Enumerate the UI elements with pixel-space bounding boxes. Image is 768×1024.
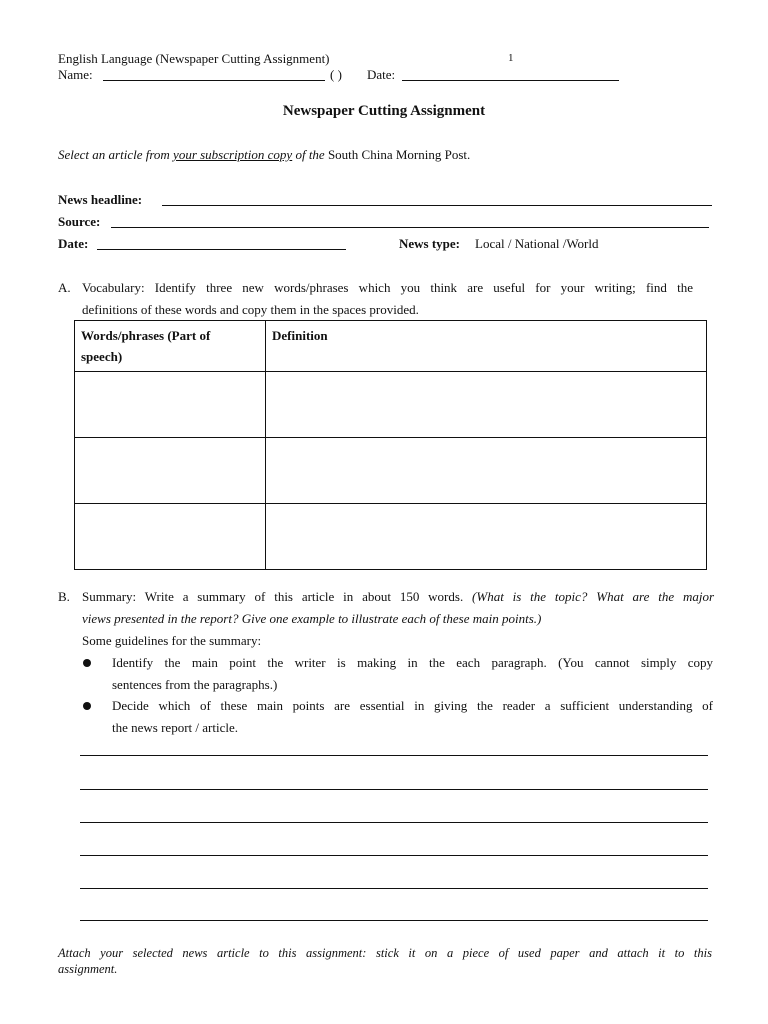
vocab-header-words-line2: speech) <box>81 349 123 364</box>
table-row <box>75 504 707 570</box>
date-line[interactable] <box>97 249 346 250</box>
section-b-line2: views presented in the report? Give one example to illustrate each of these main points.) <box>82 611 542 626</box>
instruction-newspaper: South China Morning Post. <box>327 147 471 162</box>
vocab-definition-cell[interactable] <box>266 438 707 504</box>
summary-line[interactable] <box>80 888 708 889</box>
bullet2-line1: Decide which of these main points are essential in giving the reader a sufficient understanding of <box>112 698 713 713</box>
instruction <box>58 147 470 163</box>
name-line[interactable] <box>103 80 325 81</box>
bullet-icon <box>83 659 91 667</box>
bullet2-line2: the news report / article. <box>112 720 238 735</box>
section-b-line1-italic: (What is the topic? What are the major <box>472 589 714 604</box>
page-number: 1 <box>508 52 514 64</box>
headline-line[interactable] <box>162 205 712 206</box>
instruction-part1: Select an article from <box>58 147 174 162</box>
page-title: Newspaper Cutting Assignment <box>282 103 486 119</box>
vocab-word-cell[interactable] <box>75 504 266 570</box>
news-type-label: News type: <box>399 236 461 251</box>
news-type-options[interactable]: Local / National /World <box>475 236 599 251</box>
summary-line[interactable] <box>80 855 708 856</box>
header-date-line[interactable] <box>402 80 619 81</box>
vocab-header-definition: Definition <box>266 321 707 372</box>
source-label: Source: <box>58 214 101 229</box>
vocab-definition-cell[interactable] <box>266 504 707 570</box>
vocab-header-words-line1: Words/phrases (Part of <box>81 328 211 343</box>
instruction-subscription: your subscription copy <box>173 147 293 162</box>
bullet1-line2: sentences from the paragraphs.) <box>112 677 278 692</box>
table-row <box>75 438 707 504</box>
header-date-label: Date: <box>367 67 396 82</box>
bullet1-line1: Identify the main point the writer is making in the each paragraph. (You cannot simply copy <box>112 655 713 670</box>
vocab-definition-cell[interactable] <box>266 372 707 438</box>
section-a-line1: Vocabulary: Identify three new words/phrases which you think are useful for your writing; find the <box>82 280 693 295</box>
course-title: English Language (Newspaper Cutting Assignment) <box>58 51 330 66</box>
summary-line[interactable] <box>80 789 708 790</box>
section-b-line1-plain: Summary: Write a summary of this article in about 150 words. <box>82 589 473 604</box>
summary-line[interactable] <box>80 755 708 756</box>
section-a-line2: definitions of these words and copy them in the spaces provided. <box>82 302 419 317</box>
summary-line[interactable] <box>80 920 708 921</box>
date-label: Date: <box>58 236 89 251</box>
vocabulary-table <box>74 320 707 570</box>
vocab-word-cell[interactable] <box>75 372 266 438</box>
vocab-header-words <box>75 321 266 372</box>
headline-label: News headline: <box>58 192 143 207</box>
summary-line[interactable] <box>80 822 708 823</box>
instruction-part3: of the <box>292 147 328 162</box>
section-b-line1 <box>82 589 714 605</box>
bullet-icon <box>83 702 91 710</box>
name-label: Name: <box>58 67 93 82</box>
class-number-bracket: ( ) <box>330 67 342 82</box>
guidelines-intro: Some guidelines for the summary: <box>82 633 262 648</box>
source-line[interactable] <box>111 227 709 228</box>
vocab-word-cell[interactable] <box>75 438 266 504</box>
section-a-letter: A. <box>58 280 71 295</box>
footer-line1: Attach your selected news article to this assignment: stick it on a piece of used paper and attach it to this <box>58 946 712 960</box>
table-row <box>75 372 707 438</box>
section-b-letter: B. <box>58 589 70 604</box>
footer-line2: assignment. <box>58 962 118 976</box>
